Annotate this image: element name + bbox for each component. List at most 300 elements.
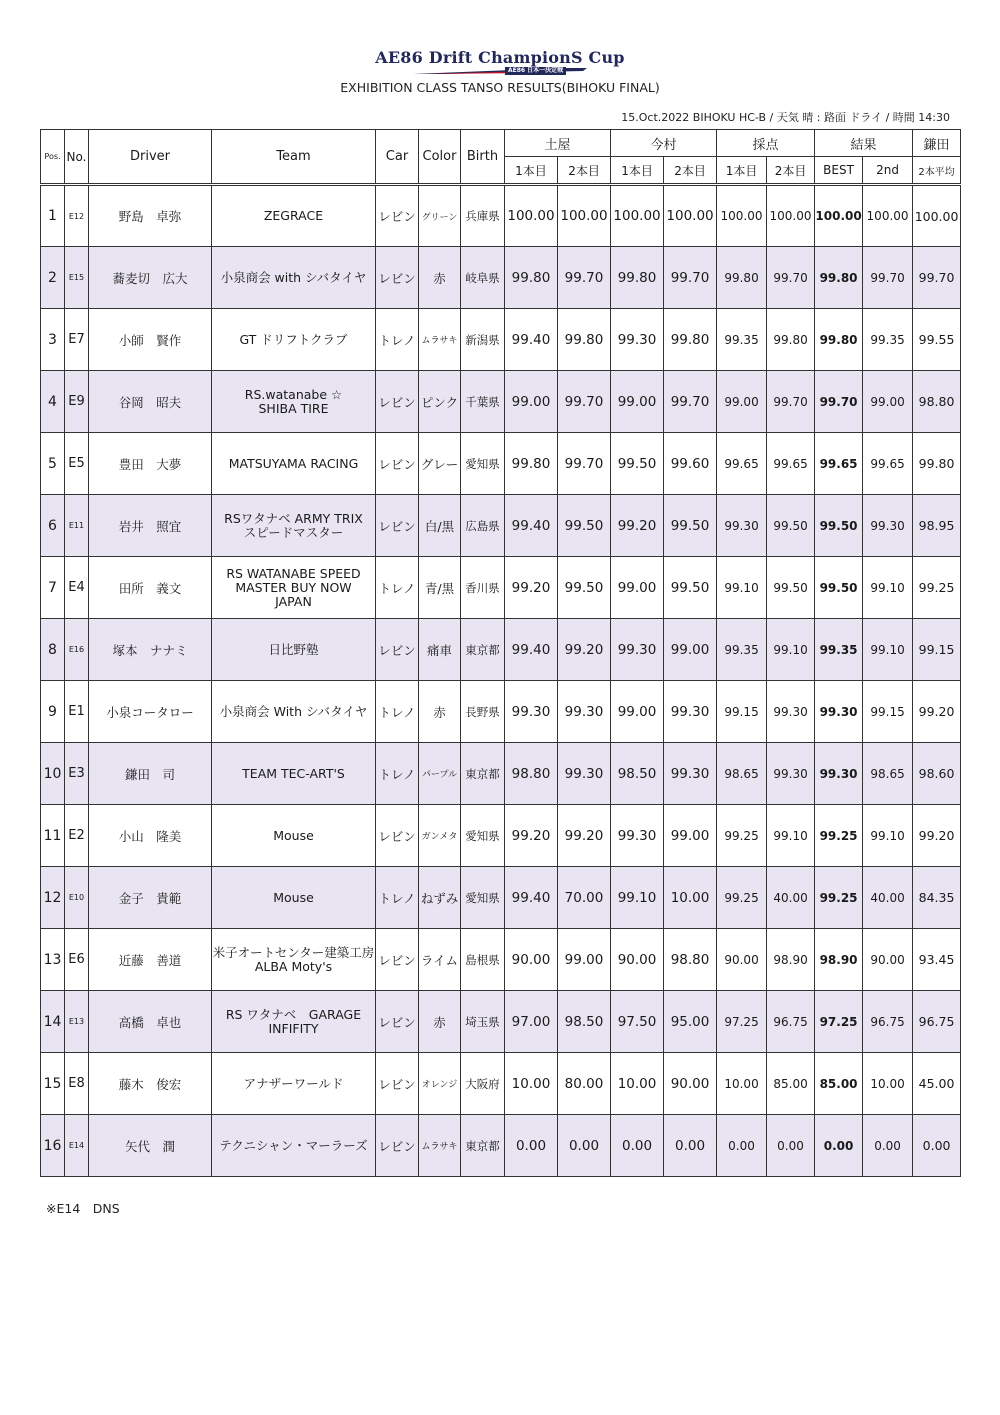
cell-s1: 97.25: [717, 991, 767, 1053]
cell-i2: 99.50: [664, 495, 717, 557]
cell-car: レビン: [376, 1115, 419, 1177]
table-row: [41, 185, 961, 247]
cell-birth: 千葉県: [461, 371, 505, 433]
cell-avg: 99.15: [913, 619, 961, 681]
results-table: [40, 129, 961, 1177]
cell-i2: 10.00: [664, 867, 717, 929]
cell-i2: 99.80: [664, 309, 717, 371]
cell-car: トレノ: [376, 743, 419, 805]
cell-team: RS ワタナベ GARAGE INFIFITY: [212, 991, 376, 1053]
cell-t2: 99.30: [558, 681, 611, 743]
cell-pos: 6: [41, 495, 65, 557]
cell-t2: 99.50: [558, 495, 611, 557]
cell-pos: 2: [41, 247, 65, 309]
cell-birth: 愛知県: [461, 433, 505, 495]
cell-t1: 99.40: [505, 309, 558, 371]
cell-pos: 8: [41, 619, 65, 681]
cell-driver: 近藤 善道: [89, 929, 212, 991]
col-avg: 2本平均: [913, 157, 961, 185]
group-imamura: 今村: [611, 130, 717, 157]
cell-s2: 99.50: [767, 557, 815, 619]
col-driver: Driver: [89, 130, 212, 185]
cell-i2: 99.00: [664, 619, 717, 681]
cell-no: E11: [65, 495, 89, 557]
cell-birth: 広島県: [461, 495, 505, 557]
cell-i1: 99.30: [611, 309, 664, 371]
cell-car: レビン: [376, 619, 419, 681]
cell-s1: 10.00: [717, 1053, 767, 1115]
cell-avg: 84.35: [913, 867, 961, 929]
cell-avg: 99.20: [913, 805, 961, 867]
event-logo: [0, 48, 1000, 67]
cell-s2: 99.80: [767, 309, 815, 371]
group-tsuchiya: 土屋: [505, 130, 611, 157]
cell-t2: 100.00: [558, 185, 611, 247]
cell-t1: 99.80: [505, 433, 558, 495]
cell-color: オレンジ: [419, 1053, 461, 1115]
cell-t1: 99.40: [505, 619, 558, 681]
table-row: [41, 805, 961, 867]
cell-t1: 99.80: [505, 247, 558, 309]
col-tsuchiya-run2: 2本目: [558, 157, 611, 185]
cell-avg: 96.75: [913, 991, 961, 1053]
cell-car: レビン: [376, 247, 419, 309]
cell-s1: 99.35: [717, 309, 767, 371]
cell-s2: 99.10: [767, 619, 815, 681]
cell-second: 90.00: [863, 929, 913, 991]
cell-pos: 12: [41, 867, 65, 929]
cell-driver: 矢代 潤: [89, 1115, 212, 1177]
cell-pos: 15: [41, 1053, 65, 1115]
cell-i1: 99.20: [611, 495, 664, 557]
cell-birth: 愛知県: [461, 805, 505, 867]
cell-team: TEAM TEC-ART'S: [212, 743, 376, 805]
cell-car: トレノ: [376, 557, 419, 619]
cell-driver: 田所 義文: [89, 557, 212, 619]
cell-driver: 小泉コータロー: [89, 681, 212, 743]
cell-second: 99.10: [863, 805, 913, 867]
cell-birth: 岐阜県: [461, 247, 505, 309]
cell-driver: 藤木 俊宏: [89, 1053, 212, 1115]
cell-pos: 9: [41, 681, 65, 743]
cell-birth: 兵庫県: [461, 185, 505, 247]
cell-t1: 10.00: [505, 1053, 558, 1115]
cell-no: E16: [65, 619, 89, 681]
cell-team: MATSUYAMA RACING: [212, 433, 376, 495]
cell-t2: 70.00: [558, 867, 611, 929]
cell-team: テクニシャン・マーラーズ: [212, 1115, 376, 1177]
cell-best: 85.00: [815, 1053, 863, 1115]
col-saiten-run2: 2本目: [767, 157, 815, 185]
cell-s1: 99.10: [717, 557, 767, 619]
event-meta: 15.Oct.2022 BIHOKU HC-B / 天気 晴 : 路面 ドライ / 時間 14:30: [621, 111, 950, 124]
footnote: ※E14 DNS: [46, 1201, 120, 1216]
cell-second: 0.00: [863, 1115, 913, 1177]
cell-second: 96.75: [863, 991, 913, 1053]
header-row: [41, 130, 961, 157]
table-row: [41, 1115, 961, 1177]
cell-avg: 98.80: [913, 371, 961, 433]
cell-team: RS WATANABE SPEED MASTER BUY NOW JAPAN: [212, 557, 376, 619]
cell-i1: 100.00: [611, 185, 664, 247]
cell-color: パープル: [419, 743, 461, 805]
table-row: [41, 247, 961, 309]
cell-t1: 98.80: [505, 743, 558, 805]
cell-i1: 99.00: [611, 371, 664, 433]
table-row: [41, 991, 961, 1053]
cell-birth: 香川県: [461, 557, 505, 619]
cell-t2: 0.00: [558, 1115, 611, 1177]
cell-s2: 99.10: [767, 805, 815, 867]
cell-second: 99.10: [863, 557, 913, 619]
group-kamata: 鎌田: [913, 130, 961, 157]
cell-avg: 99.70: [913, 247, 961, 309]
cell-color: 赤: [419, 247, 461, 309]
logo-text: AE86 Drift ChampionS Cup: [375, 48, 625, 67]
cell-t2: 99.20: [558, 805, 611, 867]
cell-no: E15: [65, 247, 89, 309]
cell-car: レビン: [376, 495, 419, 557]
col-tsuchiya-run1: 1本目: [505, 157, 558, 185]
cell-t1: 99.40: [505, 495, 558, 557]
cell-pos: 13: [41, 929, 65, 991]
cell-second: 99.10: [863, 619, 913, 681]
cell-s1: 99.15: [717, 681, 767, 743]
cell-s1: 100.00: [717, 185, 767, 247]
cell-i2: 0.00: [664, 1115, 717, 1177]
cell-no: E10: [65, 867, 89, 929]
cell-color: ピンク: [419, 371, 461, 433]
table-row: [41, 371, 961, 433]
cell-best: 99.80: [815, 247, 863, 309]
cell-avg: 99.55: [913, 309, 961, 371]
cell-t1: 97.00: [505, 991, 558, 1053]
cell-best: 98.90: [815, 929, 863, 991]
cell-s1: 90.00: [717, 929, 767, 991]
cell-birth: 東京都: [461, 1115, 505, 1177]
cell-s1: 98.65: [717, 743, 767, 805]
cell-i2: 99.30: [664, 681, 717, 743]
cell-team: ZEGRACE: [212, 185, 376, 247]
cell-s1: 99.65: [717, 433, 767, 495]
cell-avg: 0.00: [913, 1115, 961, 1177]
cell-s2: 98.90: [767, 929, 815, 991]
cell-car: レビン: [376, 991, 419, 1053]
cell-car: レビン: [376, 1053, 419, 1115]
cell-i2: 99.30: [664, 743, 717, 805]
cell-avg: 99.20: [913, 681, 961, 743]
cell-color: グリーン: [419, 185, 461, 247]
cell-i1: 98.50: [611, 743, 664, 805]
cell-color: ガンメタ: [419, 805, 461, 867]
col-imamura-run1: 1本目: [611, 157, 664, 185]
cell-i1: 90.00: [611, 929, 664, 991]
cell-pos: 11: [41, 805, 65, 867]
cell-t2: 99.70: [558, 371, 611, 433]
cell-best: 99.65: [815, 433, 863, 495]
cell-pos: 10: [41, 743, 65, 805]
cell-car: レビン: [376, 929, 419, 991]
cell-s2: 99.30: [767, 681, 815, 743]
cell-i1: 99.30: [611, 805, 664, 867]
cell-second: 99.15: [863, 681, 913, 743]
col-color: Color: [419, 130, 461, 185]
cell-no: E2: [65, 805, 89, 867]
cell-driver: 高橋 卓也: [89, 991, 212, 1053]
cell-birth: 東京都: [461, 743, 505, 805]
cell-s2: 99.30: [767, 743, 815, 805]
cell-driver: 鎌田 司: [89, 743, 212, 805]
cell-birth: 島根県: [461, 929, 505, 991]
cell-birth: 愛知県: [461, 867, 505, 929]
cell-team: RSワタナベ ARMY TRIX スピードマスター: [212, 495, 376, 557]
cell-best: 99.25: [815, 867, 863, 929]
cell-t2: 98.50: [558, 991, 611, 1053]
cell-team: 日比野塾: [212, 619, 376, 681]
cell-i2: 100.00: [664, 185, 717, 247]
cell-i1: 99.00: [611, 557, 664, 619]
cell-best: 99.30: [815, 681, 863, 743]
col-car: Car: [376, 130, 419, 185]
cell-s2: 85.00: [767, 1053, 815, 1115]
cell-t2: 99.50: [558, 557, 611, 619]
cell-best: 99.25: [815, 805, 863, 867]
cell-driver: 谷岡 昭夫: [89, 371, 212, 433]
cell-i2: 99.60: [664, 433, 717, 495]
cell-team: RS.watanabe ☆ SHIBA TIRE: [212, 371, 376, 433]
cell-pos: 7: [41, 557, 65, 619]
cell-no: E9: [65, 371, 89, 433]
cell-t2: 99.00: [558, 929, 611, 991]
cell-t1: 0.00: [505, 1115, 558, 1177]
cell-t1: 90.00: [505, 929, 558, 991]
cell-second: 99.65: [863, 433, 913, 495]
cell-second: 98.65: [863, 743, 913, 805]
cell-i1: 99.00: [611, 681, 664, 743]
cell-no: E5: [65, 433, 89, 495]
cell-birth: 新潟県: [461, 309, 505, 371]
cell-pos: 16: [41, 1115, 65, 1177]
cell-best: 99.50: [815, 495, 863, 557]
cell-s1: 99.80: [717, 247, 767, 309]
cell-second: 100.00: [863, 185, 913, 247]
cell-team: 小泉商会 With シバタイヤ: [212, 681, 376, 743]
cell-pos: 14: [41, 991, 65, 1053]
cell-color: ねずみ: [419, 867, 461, 929]
cell-pos: 5: [41, 433, 65, 495]
cell-color: 赤: [419, 681, 461, 743]
cell-i2: 99.50: [664, 557, 717, 619]
cell-s1: 99.30: [717, 495, 767, 557]
cell-second: 99.30: [863, 495, 913, 557]
cell-t1: 99.30: [505, 681, 558, 743]
cell-s1: 99.00: [717, 371, 767, 433]
cell-s1: 99.25: [717, 805, 767, 867]
col-no: No.: [65, 130, 89, 185]
cell-i1: 97.50: [611, 991, 664, 1053]
cell-s2: 40.00: [767, 867, 815, 929]
cell-t2: 99.20: [558, 619, 611, 681]
cell-driver: 金子 貴範: [89, 867, 212, 929]
cell-avg: 93.45: [913, 929, 961, 991]
cell-driver: 蕎麦切 広大: [89, 247, 212, 309]
cell-no: E14: [65, 1115, 89, 1177]
cell-car: トレノ: [376, 681, 419, 743]
cell-pos: 3: [41, 309, 65, 371]
cell-i1: 0.00: [611, 1115, 664, 1177]
cell-car: レビン: [376, 185, 419, 247]
cell-no: E6: [65, 929, 89, 991]
cell-i1: 99.30: [611, 619, 664, 681]
table-row: [41, 309, 961, 371]
cell-car: レビン: [376, 371, 419, 433]
cell-no: E8: [65, 1053, 89, 1115]
cell-no: E7: [65, 309, 89, 371]
col-imamura-run2: 2本目: [664, 157, 717, 185]
cell-second: 10.00: [863, 1053, 913, 1115]
cell-color: 白/黒: [419, 495, 461, 557]
cell-car: レビン: [376, 433, 419, 495]
table-row: [41, 619, 961, 681]
cell-avg: 99.25: [913, 557, 961, 619]
cell-birth: 東京都: [461, 619, 505, 681]
cell-avg: 100.00: [913, 185, 961, 247]
cell-color: ムラサキ: [419, 309, 461, 371]
cell-best: 100.00: [815, 185, 863, 247]
cell-s1: 99.35: [717, 619, 767, 681]
cell-t1: 99.40: [505, 867, 558, 929]
cell-t1: 99.20: [505, 805, 558, 867]
cell-driver: 塚本 ナナミ: [89, 619, 212, 681]
col-team: Team: [212, 130, 376, 185]
cell-i2: 99.70: [664, 371, 717, 433]
cell-pos: 4: [41, 371, 65, 433]
cell-avg: 98.95: [913, 495, 961, 557]
cell-best: 99.35: [815, 619, 863, 681]
cell-driver: 小師 賢作: [89, 309, 212, 371]
table-row: [41, 495, 961, 557]
cell-team: 米子オートセンター建築工房 ALBA Moty's: [212, 929, 376, 991]
cell-color: グレー: [419, 433, 461, 495]
cell-i1: 99.10: [611, 867, 664, 929]
cell-color: ライム: [419, 929, 461, 991]
cell-no: E1: [65, 681, 89, 743]
table-row: [41, 433, 961, 495]
cell-s2: 99.70: [767, 247, 815, 309]
cell-car: トレノ: [376, 867, 419, 929]
cell-best: 0.00: [815, 1115, 863, 1177]
col-birth: Birth: [461, 130, 505, 185]
results-body: [41, 185, 961, 1177]
cell-best: 97.25: [815, 991, 863, 1053]
cell-s2: 100.00: [767, 185, 815, 247]
cell-team: GT ドリフトクラブ: [212, 309, 376, 371]
cell-color: 痛車: [419, 619, 461, 681]
cell-t1: 100.00: [505, 185, 558, 247]
cell-birth: 埼玉県: [461, 991, 505, 1053]
cell-best: 99.30: [815, 743, 863, 805]
page-title: EXHIBITION CLASS TANSO RESULTS(BIHOKU FINAL): [340, 80, 660, 95]
cell-best: 99.70: [815, 371, 863, 433]
cell-driver: 小山 隆美: [89, 805, 212, 867]
cell-t2: 99.80: [558, 309, 611, 371]
cell-team: Mouse: [212, 805, 376, 867]
cell-no: E3: [65, 743, 89, 805]
cell-team: Mouse: [212, 867, 376, 929]
cell-s1: 99.25: [717, 867, 767, 929]
table-row: [41, 867, 961, 929]
cell-car: トレノ: [376, 309, 419, 371]
cell-birth: 長野県: [461, 681, 505, 743]
cell-t1: 99.20: [505, 557, 558, 619]
cell-s2: 0.00: [767, 1115, 815, 1177]
cell-s1: 0.00: [717, 1115, 767, 1177]
cell-t1: 99.00: [505, 371, 558, 433]
table-row: [41, 743, 961, 805]
cell-s2: 99.65: [767, 433, 815, 495]
cell-i1: 99.80: [611, 247, 664, 309]
cell-i2: 95.00: [664, 991, 717, 1053]
cell-s2: 99.50: [767, 495, 815, 557]
cell-color: 赤: [419, 991, 461, 1053]
cell-t2: 99.70: [558, 433, 611, 495]
cell-color: 青/黒: [419, 557, 461, 619]
group-saiten: 採点: [717, 130, 815, 157]
cell-i2: 98.80: [664, 929, 717, 991]
cell-s2: 96.75: [767, 991, 815, 1053]
cell-s2: 99.70: [767, 371, 815, 433]
cell-best: 99.50: [815, 557, 863, 619]
col-pos: Pos.: [41, 130, 65, 185]
cell-avg: 45.00: [913, 1053, 961, 1115]
cell-avg: 99.80: [913, 433, 961, 495]
col-saiten-run1: 1本目: [717, 157, 767, 185]
cell-second: 99.35: [863, 309, 913, 371]
cell-i1: 99.50: [611, 433, 664, 495]
cell-i2: 90.00: [664, 1053, 717, 1115]
table-row: [41, 557, 961, 619]
cell-pos: 1: [41, 185, 65, 247]
cell-avg: 98.60: [913, 743, 961, 805]
cell-second: 40.00: [863, 867, 913, 929]
cell-t2: 80.00: [558, 1053, 611, 1115]
cell-no: E12: [65, 185, 89, 247]
cell-driver: 豊田 大夢: [89, 433, 212, 495]
cell-team: 小泉商会 with シバタイヤ: [212, 247, 376, 309]
cell-best: 99.80: [815, 309, 863, 371]
cell-driver: 岩井 照宜: [89, 495, 212, 557]
cell-color: ムラサキ: [419, 1115, 461, 1177]
cell-second: 99.70: [863, 247, 913, 309]
cell-second: 99.00: [863, 371, 913, 433]
cell-car: レビン: [376, 805, 419, 867]
cell-birth: 大阪府: [461, 1053, 505, 1115]
cell-t2: 99.70: [558, 247, 611, 309]
table-row: [41, 1053, 961, 1115]
cell-i1: 10.00: [611, 1053, 664, 1115]
logo-subtitle: AE86 日本一決定戦: [505, 67, 566, 75]
table-row: [41, 929, 961, 991]
cell-no: E13: [65, 991, 89, 1053]
cell-i2: 99.70: [664, 247, 717, 309]
cell-i2: 99.00: [664, 805, 717, 867]
cell-t2: 99.30: [558, 743, 611, 805]
cell-driver: 野島 卓弥: [89, 185, 212, 247]
cell-no: E4: [65, 557, 89, 619]
col-best: BEST: [815, 157, 863, 185]
group-kekka: 結果: [815, 130, 913, 157]
col-second: 2nd: [863, 157, 913, 185]
